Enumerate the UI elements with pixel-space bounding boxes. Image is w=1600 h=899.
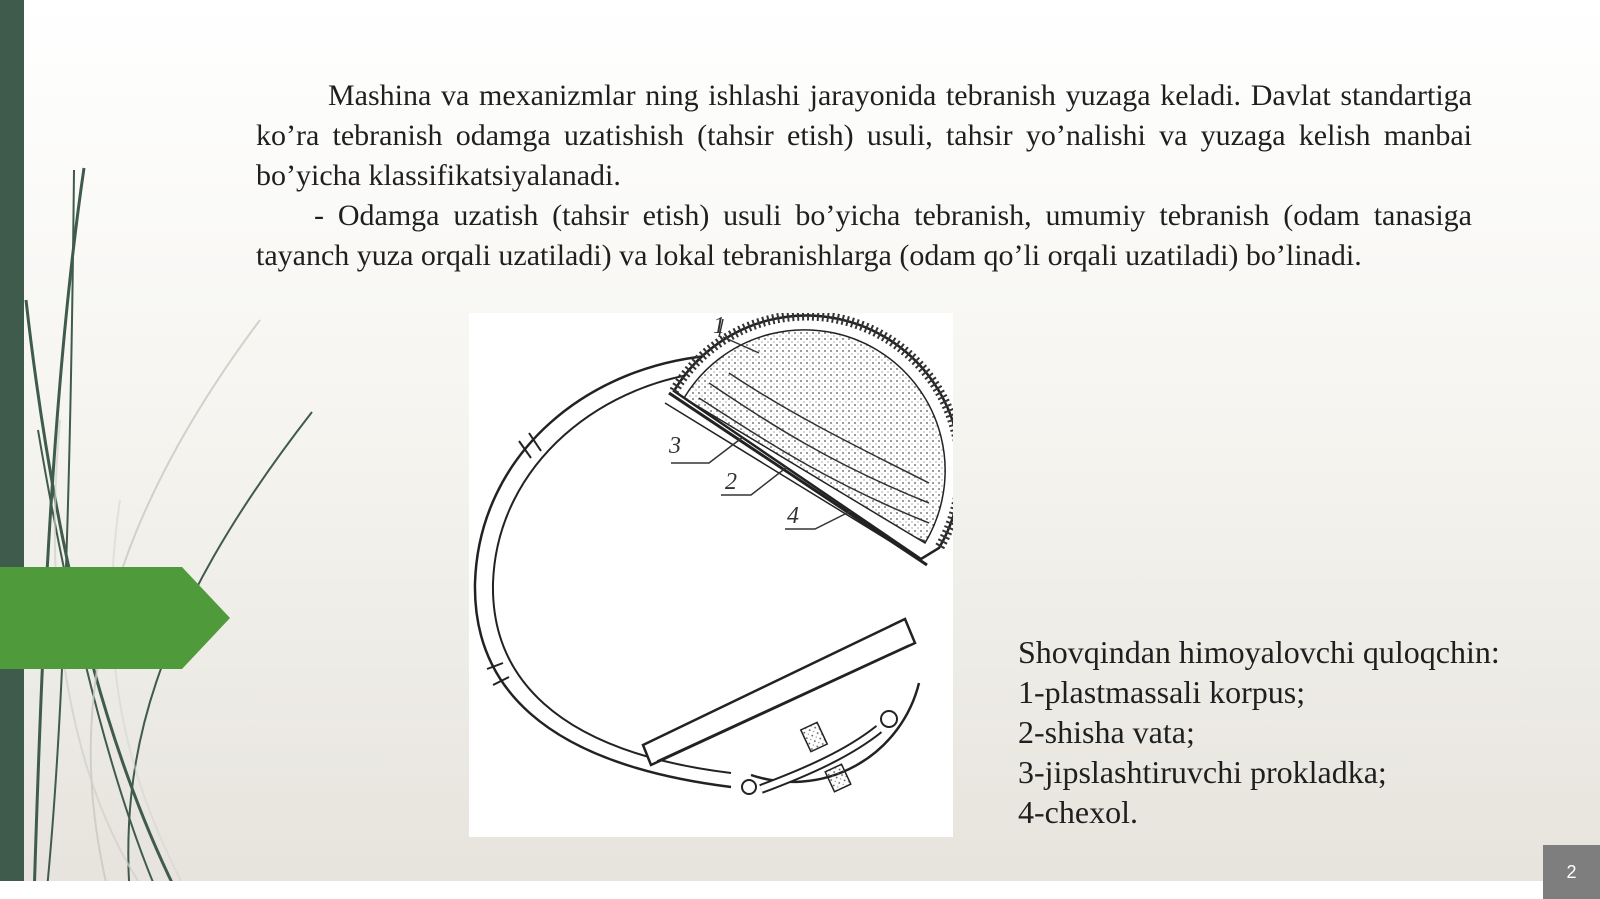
body-text	[256, 76, 1472, 276]
caption-item: 3-jipslashtiruvchi prokladka;	[1018, 754, 1387, 790]
earmuff-diagram	[469, 313, 953, 837]
caption-item: 4-chexol.	[1018, 794, 1138, 830]
caption-item: 1-plastmassali korpus;	[1018, 674, 1306, 710]
green-arrow-tab	[0, 567, 230, 669]
caption-title: Shovqindan himoyalovchi quloqchin:	[1018, 634, 1500, 670]
label-4: 4	[787, 503, 799, 529]
earmuff-drawing	[469, 313, 953, 837]
label-2: 2	[725, 469, 737, 495]
label-1: 1	[713, 313, 725, 339]
paragraph-1: Mashina va mexanizmlar ning ishlashi jarayonida tebranish yuzaga keladi. Davlat standartiga ko’ra tebranish odamga uzatishish (tahsir etish) usuli, tahsir yo’nalishi va yuzaga kelish manbai bo’yicha klassifikatsiyalanadi.	[256, 79, 1472, 192]
paragraph-2: - Odamga uzatish (tahsir etish) usuli bo’yicha tebranish, umumiy tebranish (odam tanasiga tayanch yuza orqali uzatiladi) va lokal tebranishlarga (odam qo’li orqali uzatiladi) bo’linadi.	[256, 199, 1472, 272]
left-accent-bar	[0, 0, 24, 881]
upper-ear-cup	[665, 316, 953, 565]
figure-caption	[1018, 632, 1588, 832]
bottom-strip	[0, 881, 1600, 899]
lower-ear-cup	[643, 619, 919, 794]
page-number: 2	[1543, 845, 1600, 899]
caption-item: 2-shisha vata;	[1018, 714, 1195, 750]
label-3: 3	[669, 433, 681, 459]
